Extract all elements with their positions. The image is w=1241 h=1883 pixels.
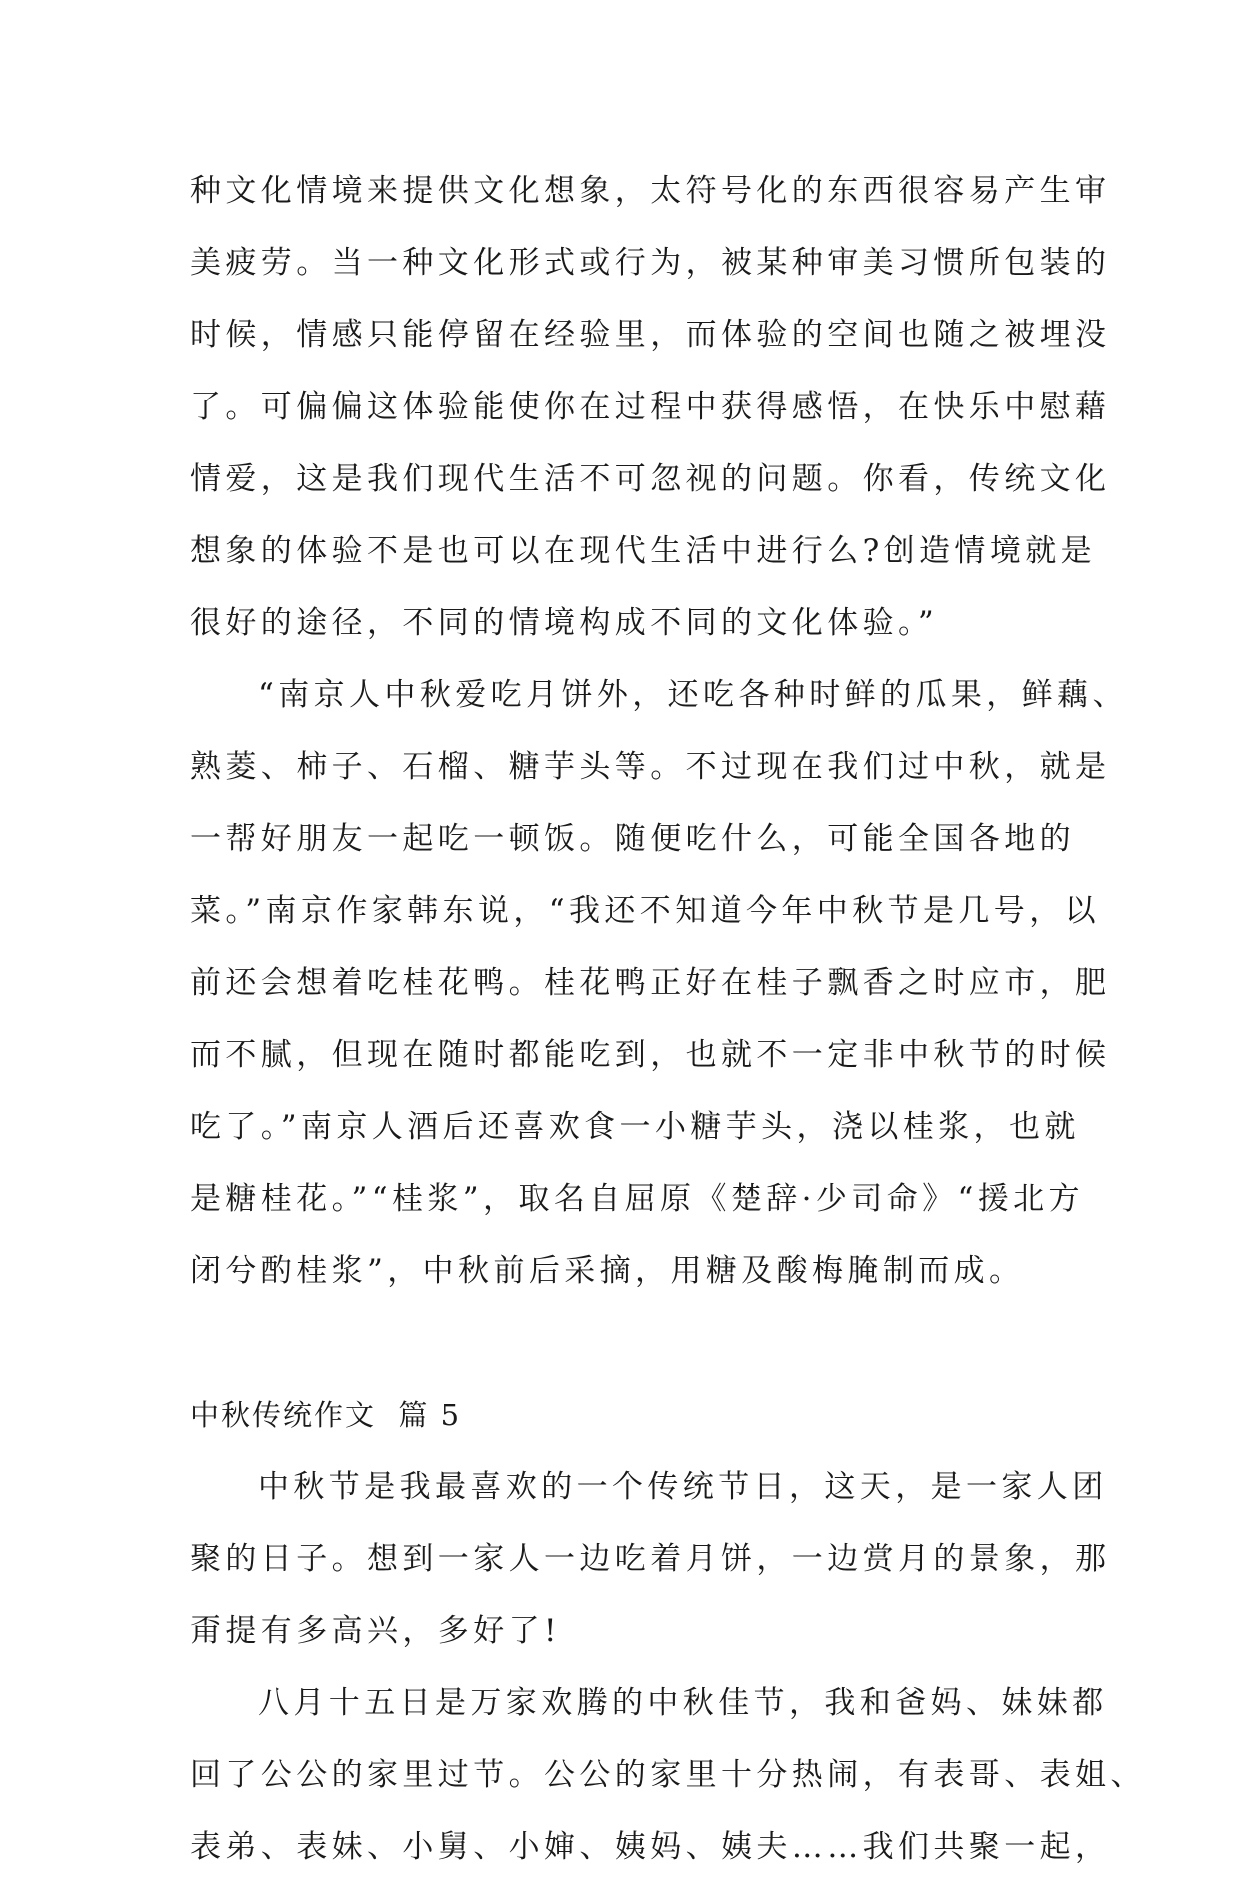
- paragraph-1: [190, 155, 1111, 659]
- text-line: 熟菱、柿子、石榴、糖芋头等。不过现在我们过中秋，就是: [190, 749, 1111, 785]
- text-line: 美疲劳。当一种文化形式或行为，被某种审美习惯所包装的: [190, 245, 1111, 281]
- text-line: 是糖桂花。”“桂浆”，取名自屈原《楚辞·少司命》“援北方: [190, 1181, 1084, 1217]
- text-line: 中秋节是我最喜欢的一个传统节日，这天，是一家人团: [258, 1469, 1108, 1505]
- text-line: 时候，情感只能停留在经验里，而体验的空间也随之被埋没: [190, 317, 1111, 353]
- text-line: 闭兮酌桂浆”，中秋前后采摘，用糖及酸梅腌制而成。: [190, 1253, 1025, 1289]
- document-page: [190, 155, 1146, 1883]
- text-line: 前还会想着吃桂花鸭。桂花鸭正好在桂子飘香之时应市，肥: [190, 965, 1111, 1001]
- text-line: 一帮好朋友一起吃一顿饭。随便吃什么，可能全国各地的: [190, 821, 1075, 857]
- text-line: 八月十五日是万家欢腾的中秋佳节，我和爸妈、妹妹都: [258, 1685, 1108, 1721]
- text-line: 菜。”南京作家韩东说，“我还不知道今年中秋节是几号，以: [190, 893, 1100, 929]
- text-line: 表弟、表妹、小舅、小婶、姨妈、姨夫……我们共聚一起，: [190, 1829, 1111, 1865]
- text-line: 聚的日子。想到一家人一边吃着月饼，一边赏月的景象，那: [190, 1541, 1111, 1577]
- text-line: 吃了。”南京人酒后还喜欢食一小糖芋头，浇以桂浆，也就: [190, 1109, 1080, 1145]
- text-line: 很好的途径，不同的情境构成不同的文化体验。”: [190, 605, 939, 641]
- text-line: 种文化情境来提供文化想象，太符号化的东西很容易产生审: [190, 173, 1111, 209]
- paragraph-2: [190, 659, 1128, 1307]
- text-line: 了。可偏偏这体验能使你在过程中获得感悟，在快乐中慰藉: [190, 389, 1111, 425]
- section-heading: 中秋传统作文 篇 5: [190, 1398, 462, 1432]
- text-line: 而不腻，但现在随时都能吃到，也就不一定非中秋节的时候: [190, 1037, 1111, 1073]
- text-line: 情爱，这是我们现代生活不可忽视的问题。你看，传统文化: [190, 461, 1111, 497]
- paragraph-4: [190, 1667, 1146, 1883]
- text-line: 回了公公的家里过节。公公的家里十分热闹，有表哥、表姐、: [190, 1757, 1146, 1793]
- section-gap: [190, 1307, 1060, 1379]
- text-line: “南京人中秋爱吃月饼外，还吃各种时鲜的瓜果，鲜藕、: [258, 677, 1128, 713]
- text-line: 想象的体验不是也可以在现代生活中进行么?创造情境就是: [190, 533, 1097, 569]
- paragraph-3: [190, 1451, 1111, 1667]
- text-line: 甭提有多高兴，多好了!: [190, 1613, 561, 1649]
